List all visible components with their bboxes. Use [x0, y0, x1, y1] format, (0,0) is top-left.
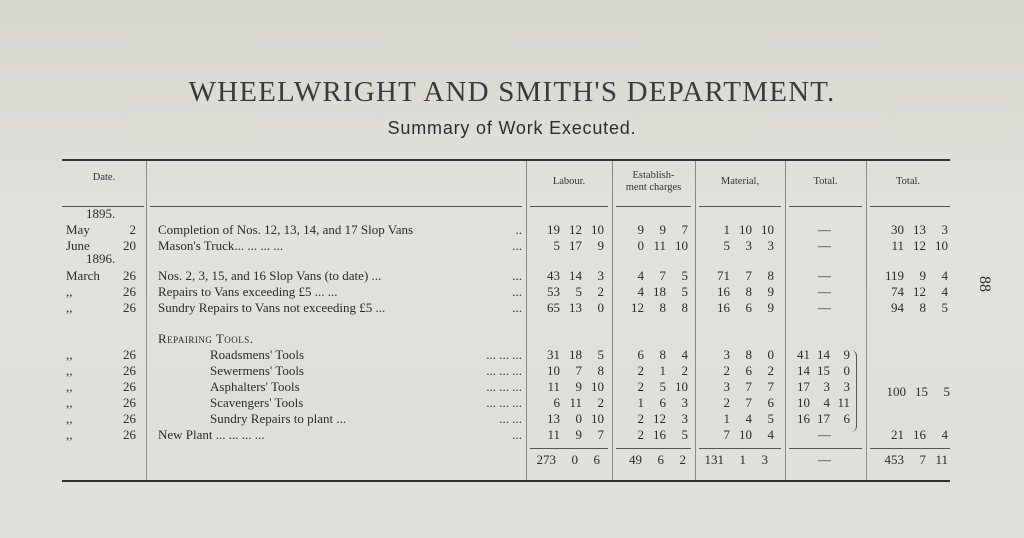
table-row-2-labour-pence: 3 [597, 268, 604, 283]
tool-row-4-labour-pence: 10 [591, 411, 604, 426]
header-underline [530, 206, 608, 207]
column-divider-material [785, 161, 786, 480]
table-row-0-material-pence: 10 [761, 222, 774, 237]
table-top-rule [62, 159, 950, 161]
table-row-4-day: 26 [123, 300, 136, 315]
table-row-3-labour-shillings: 5 [575, 284, 582, 299]
table-row-0-material-pounds: 1 [723, 222, 730, 237]
tool-row-3-material-pounds: 2 [723, 395, 730, 410]
tool-row-1-leader-dots: ... ... ... [486, 363, 522, 378]
table-row-0-labour-pounds: 19 [547, 222, 560, 237]
table-row-4-labour-shillings: 13 [569, 300, 582, 315]
totals-rule [789, 448, 862, 449]
table-row-1-total2-pounds: 11 [891, 238, 904, 253]
tool-row-1-month: ,, [66, 363, 73, 378]
document-subtitle: Summary of Work Executed. [387, 118, 637, 138]
tool-row-0-description: Roadsmens' Tools [210, 347, 305, 362]
tool-row-2-material-shillings: 7 [745, 379, 752, 394]
tool-row-4-total1-pounds: 16 [797, 411, 810, 426]
grand-total-material-pence: 3 [761, 452, 768, 467]
tool-row-3-establishment-pounds: 1 [637, 395, 644, 410]
column-divider-establishment [695, 161, 696, 480]
tool-row-1-labour-pence: 8 [597, 363, 604, 378]
new-plant-row-total2-pence: 4 [941, 427, 948, 442]
table-row-2-day: 26 [123, 268, 136, 283]
tool-row-2-labour-shillings: 9 [575, 379, 582, 394]
table-row-1-material-pounds: 5 [723, 238, 730, 253]
grand-total-labour-pounds: 273 [536, 452, 556, 467]
header-establishment-line2: ment charges [625, 182, 682, 193]
tool-row-4-description: Sundry Repairs to plant ... [210, 411, 347, 426]
tool-row-3-total1-pence: 11 [837, 395, 850, 410]
table-row-1-description: Mason's Truck... ... ... ... [158, 238, 284, 253]
table-row-2-establishment-shillings: 7 [659, 268, 666, 283]
tool-row-1-total1-pounds: 14 [797, 363, 810, 378]
grand-total-establishment-shillings: 6 [657, 452, 664, 467]
table-row-3-description: Repairs to Vans exceeding £5 ... ... [158, 284, 338, 299]
table-row-1-day: 20 [123, 238, 136, 253]
table-row-0-total2-pence: 3 [941, 222, 948, 237]
table-row-1-labour-pounds: 5 [553, 238, 560, 253]
table-row-1-leader-dots: ... [512, 238, 522, 253]
tool-row-3-leader-dots: ... ... ... [486, 395, 522, 410]
totals-rule [616, 448, 691, 449]
tool-row-4-material-shillings: 4 [745, 411, 752, 426]
tool-row-0-day: 26 [123, 347, 136, 362]
tool-row-0-total1-pounds: 41 [797, 347, 810, 362]
tool-row-1-material-pounds: 2 [723, 363, 730, 378]
year-1895: 1895. [86, 206, 116, 221]
table-row-2-establishment-pence: 5 [681, 268, 688, 283]
tools-subtotal-pounds: 100 [886, 384, 906, 399]
page-number: 88 [976, 276, 993, 292]
tool-row-0-labour-pence: 5 [597, 347, 604, 362]
table-row-0-labour-shillings: 12 [569, 222, 582, 237]
tool-row-4-month: ,, [66, 411, 73, 426]
header-underline [699, 206, 781, 207]
tool-row-4-establishment-shillings: 12 [653, 411, 666, 426]
tool-row-2-leader-dots: ... ... ... [486, 379, 522, 394]
tool-row-4-labour-pounds: 13 [547, 411, 560, 426]
table-row-1-total1: — [818, 238, 831, 253]
header-total-2: Total. [895, 176, 921, 187]
tool-row-4-labour-shillings: 0 [575, 411, 582, 426]
tool-row-3-material-shillings: 7 [745, 395, 752, 410]
table-row-0-total2-shillings: 13 [913, 222, 926, 237]
header-underline [789, 206, 862, 207]
table-row-4-total2-shillings: 8 [919, 300, 926, 315]
table-row-3-labour-pence: 2 [597, 284, 604, 299]
new-plant-row-material-pence: 4 [767, 427, 774, 442]
tools-subtotal-pence: 5 [943, 384, 950, 399]
table-row-0-establishment-pence: 7 [681, 222, 688, 237]
tool-row-3-establishment-pence: 3 [681, 395, 688, 410]
tool-row-0-labour-shillings: 18 [569, 347, 582, 362]
table-row-2-total2-pence: 4 [941, 268, 948, 283]
table-row-2-total2-pounds: 119 [884, 268, 904, 283]
totals-rule [699, 448, 781, 449]
table-row-0-establishment-shillings: 9 [659, 222, 666, 237]
tool-row-3-establishment-shillings: 6 [659, 395, 666, 410]
tool-row-1-material-shillings: 6 [745, 363, 752, 378]
table-row-3-total2-pence: 4 [941, 284, 948, 299]
table-row-4-leader-dots: ... [512, 300, 522, 315]
new-plant-row-establishment-pence: 5 [681, 427, 688, 442]
tool-row-4-establishment-pounds: 2 [637, 411, 644, 426]
table-row-0-material-shillings: 10 [739, 222, 752, 237]
table-row-3-day: 26 [123, 284, 136, 299]
table-row-2-total1: — [818, 268, 831, 283]
new-plant-row-material-pounds: 7 [723, 427, 730, 442]
table-row-3-total2-shillings: 12 [913, 284, 926, 299]
new-plant-row-day: 26 [123, 427, 136, 442]
grand-total-material-pounds: 131 [704, 452, 724, 467]
table-row-2-labour-shillings: 14 [569, 268, 582, 283]
column-divider-desc [526, 161, 527, 480]
tool-row-3-day: 26 [123, 395, 136, 410]
new-plant-row-total2-pounds: 21 [891, 427, 904, 442]
table-row-4-establishment-shillings: 8 [659, 300, 666, 315]
tool-row-1-labour-shillings: 7 [575, 363, 582, 378]
tool-row-3-total1-pounds: 10 [797, 395, 810, 410]
table-row-2-material-pounds: 71 [717, 268, 730, 283]
table-row-4-material-shillings: 6 [745, 300, 752, 315]
tool-row-1-material-pence: 2 [767, 363, 774, 378]
table-row-1-month: June [66, 238, 90, 253]
table-row-1-establishment-pounds: 0 [637, 238, 644, 253]
table-row-3-total2-pounds: 74 [891, 284, 904, 299]
tool-row-1-day: 26 [123, 363, 136, 378]
new-plant-row-establishment-shillings: 16 [653, 427, 666, 442]
table-row-0-establishment-pounds: 9 [637, 222, 644, 237]
table-row-3-total1: — [818, 284, 831, 299]
table-row-4-labour-pounds: 65 [547, 300, 560, 315]
tool-row-4-material-pence: 5 [767, 411, 774, 426]
new-plant-row-total2-shillings: 16 [913, 427, 926, 442]
tool-row-3-month: ,, [66, 395, 73, 410]
tool-row-4-leader-dots: ... ... [499, 411, 522, 426]
table-row-4-establishment-pounds: 12 [631, 300, 644, 315]
tool-row-0-month: ,, [66, 347, 73, 362]
tool-row-0-total1-shillings: 14 [817, 347, 830, 362]
table-row-4-total1: — [818, 300, 831, 315]
table-row-4-establishment-pence: 8 [681, 300, 688, 315]
tool-row-0-labour-pounds: 31 [547, 347, 560, 362]
tool-row-0-material-pounds: 3 [723, 347, 730, 362]
tool-row-4-day: 26 [123, 411, 136, 426]
tool-row-2-total1-shillings: 3 [823, 379, 830, 394]
table-row-0-leader-dots: .. [515, 222, 522, 237]
header-underline [870, 206, 950, 207]
table-row-1-establishment-pence: 10 [675, 238, 688, 253]
tool-row-3-labour-shillings: 11 [569, 395, 582, 410]
tool-row-1-establishment-shillings: 1 [659, 363, 666, 378]
tool-row-3-total1-shillings: 4 [823, 395, 830, 410]
header-total-1: Total. [813, 176, 838, 187]
tool-row-2-establishment-pounds: 2 [637, 379, 644, 394]
tool-row-2-material-pence: 7 [767, 379, 774, 394]
totals-rule [870, 448, 950, 449]
table-row-2-month: March [66, 268, 100, 283]
column-divider-labour [612, 161, 613, 480]
new-plant-row-material-shillings: 10 [739, 427, 752, 442]
table-row-1-material-pence: 3 [767, 238, 774, 253]
new-plant-row-month: ,, [66, 427, 73, 442]
tools-subtotal [866, 384, 950, 399]
table-row-1-labour-shillings: 17 [569, 238, 582, 253]
tools-subtotal-shillings: 15 [915, 384, 928, 399]
table-row-4-month: ,, [66, 300, 73, 315]
table-row-3-establishment-pounds: 4 [637, 284, 644, 299]
table-row-3-labour-pounds: 53 [547, 284, 560, 299]
tool-row-2-description: Asphalters' Tools [210, 379, 300, 394]
tool-row-4-total1-shillings: 17 [817, 411, 830, 426]
table-row-3-establishment-shillings: 18 [653, 284, 666, 299]
tool-row-2-total1-pounds: 17 [797, 379, 810, 394]
grand-total-establishment-pence: 2 [679, 452, 686, 467]
tool-row-4-material-pounds: 1 [723, 411, 730, 426]
grand-total-total2-shillings: 7 [919, 452, 926, 467]
table-row-4-labour-pence: 0 [597, 300, 604, 315]
new-plant-row-leader-dots: ... [512, 427, 522, 442]
new-plant-row-labour-pence: 7 [597, 427, 604, 442]
table-row-3-establishment-pence: 5 [681, 284, 688, 299]
table-row-1-total2-shillings: 12 [913, 238, 926, 253]
tool-row-3-labour-pounds: 6 [553, 395, 560, 410]
tool-row-2-month: ,, [66, 379, 73, 394]
totals-rule [530, 448, 608, 449]
new-plant-row-total1: — [818, 427, 831, 442]
grand-total-total1: — [818, 452, 831, 467]
header-labour: Labour. [552, 176, 586, 187]
table-row-2-labour-pounds: 43 [547, 268, 560, 283]
new-plant-row-labour-pounds: 11 [547, 427, 560, 442]
table-row-0-total2-pounds: 30 [891, 222, 904, 237]
grand-total-establishment-pounds: 49 [629, 452, 642, 467]
header-establishment-line1: Establish- [632, 170, 675, 181]
section-heading-repairing-tools: Repairing Tools. [158, 331, 254, 346]
tool-row-3-material-pence: 6 [767, 395, 774, 410]
tool-row-0-establishment-shillings: 8 [659, 347, 666, 362]
new-plant-row-description: New Plant ... ... ... ... [158, 427, 265, 442]
header-underline [150, 206, 522, 207]
column-divider-date [146, 161, 147, 480]
tool-row-3-labour-pence: 2 [597, 395, 604, 410]
table-row-4-material-pence: 9 [767, 300, 774, 315]
grand-total-labour-pence: 6 [593, 452, 600, 467]
tool-row-4-total1-pence: 6 [843, 411, 850, 426]
tool-row-2-labour-pence: 10 [591, 379, 604, 394]
table-row-1-establishment-shillings: 11 [653, 238, 666, 253]
header-establishment [612, 170, 695, 194]
tool-row-1-labour-pounds: 10 [547, 363, 560, 378]
tool-row-0-leader-dots: ... ... ... [486, 347, 522, 362]
table-row-2-establishment-pounds: 4 [637, 268, 644, 283]
table-row-0-labour-pence: 10 [591, 222, 604, 237]
column-divider-total1 [866, 161, 867, 480]
grand-total-material-shillings: 1 [739, 452, 746, 467]
tool-row-4-establishment-pence: 3 [681, 411, 688, 426]
table-bottom-rule [62, 480, 950, 482]
tool-row-1-description: Sewermens' Tools [210, 363, 304, 378]
table-row-3-month: ,, [66, 284, 73, 299]
table-row-1-material-shillings: 3 [745, 238, 752, 253]
new-plant-row-labour-shillings: 9 [575, 427, 582, 442]
tool-row-1-establishment-pounds: 2 [637, 363, 644, 378]
table-row-2-total2-shillings: 9 [919, 268, 926, 283]
tool-row-3-description: Scavengers' Tools [210, 395, 304, 410]
new-plant-row-establishment-pounds: 2 [637, 427, 644, 442]
grand-total-labour-shillings: 0 [571, 452, 578, 467]
header-underline [616, 206, 691, 207]
tool-row-0-material-pence: 0 [767, 347, 774, 362]
tool-row-1-total1-shillings: 15 [817, 363, 830, 378]
tool-row-2-day: 26 [123, 379, 136, 394]
table-row-0-description: Completion of Nos. 12, 13, 14, and 17 Slop Vans [158, 222, 414, 237]
tool-row-2-establishment-shillings: 5 [659, 379, 666, 394]
table-row-2-description: Nos. 2, 3, 15, and 16 Slop Vans (to date) ... [158, 268, 382, 283]
table-row-2-material-pence: 8 [767, 268, 774, 283]
table-row-3-material-shillings: 8 [745, 284, 752, 299]
table-row-0-month: May [66, 222, 90, 237]
tool-row-1-total1-pence: 0 [843, 363, 850, 378]
table-row-1-total2-pence: 10 [935, 238, 948, 253]
table-row-4-description: Sundry Repairs to Vans not exceeding £5 ... [158, 300, 386, 315]
year-1896: 1896. [86, 251, 116, 266]
table-row-2-material-shillings: 7 [745, 268, 752, 283]
tool-row-2-total1-pence: 3 [843, 379, 850, 394]
tool-row-0-establishment-pounds: 6 [637, 347, 644, 362]
tool-row-0-establishment-pence: 4 [681, 347, 688, 362]
table-row-4-total2-pounds: 94 [891, 300, 904, 315]
table-row-4-total2-pence: 5 [941, 300, 948, 315]
tool-row-0-material-shillings: 8 [745, 347, 752, 362]
tool-row-2-establishment-pence: 10 [675, 379, 688, 394]
table-row-3-material-pounds: 16 [717, 284, 730, 299]
table-row-4-material-pounds: 16 [717, 300, 730, 315]
table-row-3-material-pence: 9 [767, 284, 774, 299]
table-row-0-day: 2 [129, 222, 136, 237]
tool-row-0-total1-pence: 9 [843, 347, 850, 362]
grand-total-total2-pounds: 453 [884, 452, 904, 467]
table-row-0-total1: — [818, 222, 831, 237]
table-row-1-labour-pence: 9 [597, 238, 604, 253]
tool-row-2-labour-pounds: 11 [547, 379, 560, 394]
tool-row-1-establishment-pence: 2 [681, 363, 688, 378]
subtotal-brace [850, 350, 857, 432]
document-title: WHEELWRIGHT AND SMITH'S DEPARTMENT. [188, 76, 836, 108]
table-row-2-leader-dots: ... [512, 268, 522, 283]
header-material: Material, [720, 176, 760, 187]
grand-total-total2-pence: 11 [935, 452, 948, 467]
tool-row-2-material-pounds: 3 [723, 379, 730, 394]
header-date: Date. [92, 172, 116, 183]
table-row-3-leader-dots: ... [512, 284, 522, 299]
